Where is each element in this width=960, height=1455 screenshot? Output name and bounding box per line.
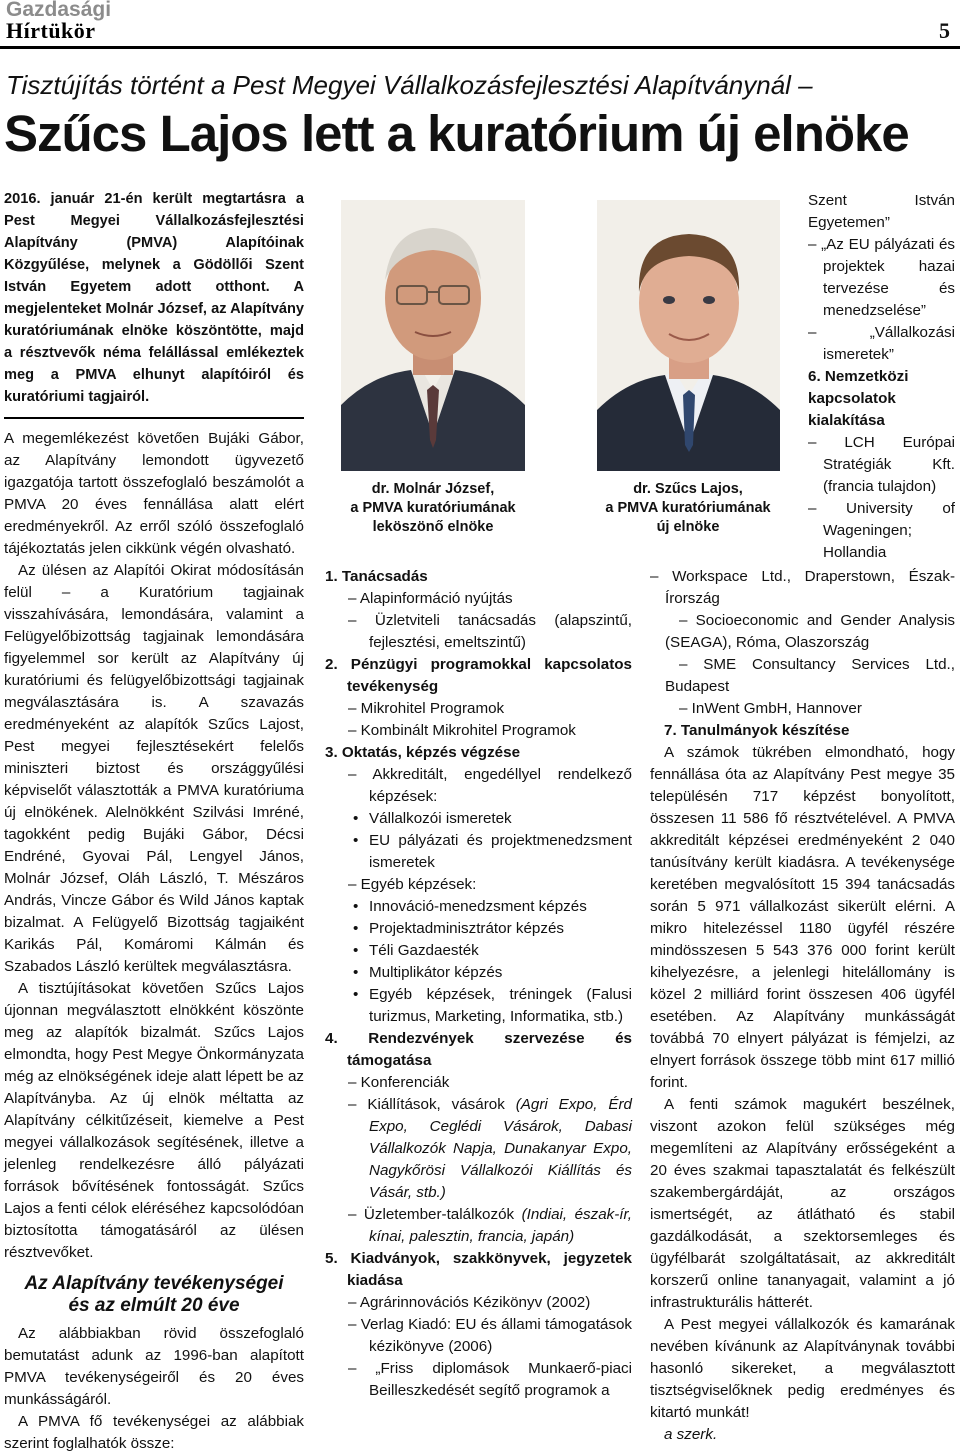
list-item: – Socioeconomic and Gender Analysis (SEAGA), Róma, Olaszország (665, 612, 955, 651)
article-kicker: Tisztújítás történt a Pest Megyei Vállalkozásfejlesztési Alapítványnál – (6, 70, 813, 100)
paragraph: A megemlékezést követően Bujáki Gábor, az Alapítvány lemondott ügyvezető igazgatója tartott összefoglaló beszámolót a PMVA 20 éves fennállása alatt elért eredményekről. Az erről szóló összefoglaló tájékoztatás jelen cikkünk végén olvasható. (4, 430, 304, 557)
portrait-photo-molnar (341, 200, 525, 471)
list-item: – Üzletviteli tanácsadás (alapszintű, fejlesztési, emeltszintű) (348, 612, 632, 651)
bullet-item: • Egyéb képzések, tréningek (Falusi turizmus, Marketing, Informatika, stb.) (325, 984, 632, 1028)
list-item: – Konferenciák (348, 1074, 450, 1091)
list-item-label: – Üzletember-találkozók (348, 1206, 515, 1223)
list-item: – LCH Európai Stratégiák Kft. (francia tulajdon) (808, 434, 955, 495)
caption-line: a PMVA kuratóriumának (605, 500, 771, 516)
section-heading: 5. Kiadványok, szakkönyvek, jegyzetek kiadása (325, 1250, 632, 1289)
section-heading: 7. Tanulmányok készítése (664, 722, 850, 739)
list-item: – Akkreditált, engedéllyel rendelkező képzések: (348, 766, 632, 805)
bullet-item: • EU pályázati és projektmenedzsment ismeretek (325, 830, 632, 874)
section-heading: 3. Oktatás, képzés végzése (325, 744, 521, 761)
bullet-item: • Projektadminisztrátor képzés (325, 918, 632, 940)
list-item: – „Friss diplomások Munkaerő-piaci Beilleszkedését segítő programok a (348, 1360, 632, 1399)
caption-line: dr. Szűcs Lajos, (633, 481, 743, 497)
masthead (0, 0, 960, 50)
section-heading: 4. Rendezvények szervezése és támogatása (325, 1030, 632, 1069)
caption-line: új elnöke (656, 519, 720, 535)
column-3 (650, 566, 955, 1446)
caption-line: leköszönő elnöke (372, 519, 494, 535)
masthead-section: Gazdasági (6, 0, 112, 21)
masthead-title: Hírtükör (6, 18, 96, 43)
bullet-item: • Vállalkozói ismeretek (325, 808, 632, 830)
signature: a szerk. (664, 1426, 718, 1443)
section-heading (4, 1273, 304, 1317)
bullet-item: • Innováció-menedzsment képzés (325, 896, 632, 918)
list-item: – Egyéb képzések: (348, 876, 477, 893)
article-headline: Szűcs Lajos lett a kuratórium új elnöke (4, 105, 909, 162)
portrait-image (341, 200, 525, 471)
section-heading-line-1: Az Alapítvány tevékenységei (24, 1273, 284, 1294)
paragraph: A tisztújításokat követően Szűcs Lajos újonnan megválasztott elnökként köszönte meg az alapítók bizalmát. Szűcs Lajos elmondta, hogy Pest Megye Önkormányzata még az elnökségének ideje alatt lépett be az Alapítványba. Az új elnök méltatta az Alapítvány célkitűzéseit, kiemelve a Pest megyei vállalkozások segítésének, illetve a jelenleg rendelkezésre álló pályázati források bővítésének fontosságát. Szűcs Lajos a fenti célok eléréséhez kapcsolódóan biztosította támogatásáról az ülésen résztvevőket. (4, 980, 304, 1261)
page-number: 5 (939, 18, 950, 43)
bullet-item: • Téli Gazdaesték (325, 940, 632, 962)
list-item: – InWent GmbH, Hannover (679, 700, 862, 717)
list-item: – University of Wageningen; Hollandia (808, 500, 955, 561)
list-item: – „Az EU pályázati és projektek hazai tervezése és menedzselése” (808, 236, 955, 319)
list-item: – Mikrohitel Programok (348, 700, 505, 717)
list-item: – SME Consultancy Services Ltd., Budapest (665, 656, 955, 695)
portrait-photo-szucs (597, 200, 780, 471)
list-item: Szent István Egyetemen” (808, 192, 955, 231)
bullet-item: • Multiplikátor képzés (325, 962, 632, 984)
paragraph: A Pest megyei vállalkozók és kamarának nevében kívánunk az Alapítványnak további hasonló sikereket, a megválasztott tisztségviselőknek pedig eredményes és kitartó munkát! (650, 1316, 955, 1421)
section-heading: 6. Nemzetközi kapcsolatok kialakítása (808, 368, 909, 429)
list-item: – Agrárinnovációs Kézikönyv (2002) (348, 1294, 591, 1311)
list-item: – Alapinformáció nyújtás (348, 590, 513, 607)
list-item: – Workspace Ltd., Draperstown, Észak-Írország (650, 568, 955, 607)
list-item: – Kombinált Mikrohitel Programok (348, 722, 576, 739)
portrait-image (597, 200, 780, 471)
paragraph: A PMVA fő tevékenységei az alábbiak szerint foglalhatók össze: (4, 1413, 304, 1452)
list-item-label: – Kiállítások, vásárok (348, 1096, 505, 1113)
column-1 (4, 188, 304, 1455)
article-lead: 2016. január 21-én került megtartásra a Pest Megyei Vállalkozásfejlesztési Alapítvány (PMVA) Alapítóinak Közgyűlése, melynek a Gödöllői Szent István Egyetem adott otthont. A megjelenteket Molnár József, az Alapítvány kuratóriumának elnöke köszöntötte, majd a résztvevők néma felállással emlékeztek meg a PMVA elhunyt alapítóiról és kuratóriumi tagjairól. (4, 191, 304, 405)
caption-line: a PMVA kuratóriumának (350, 500, 516, 516)
column-2 (325, 566, 632, 1402)
list-item: – „Vállalkozási ismeretek” (808, 324, 955, 363)
paragraph: A számok tükrében elmondható, hogy fennállása óta az Alapítvány Pest megye 35 településén 717 képzést bonyolított, összesen 11 586 fő résztvételével. A PMVA akkreditált képzései eredményeként 2 040 tanúsítvány került kiadásra. A tevékenysége keretében megvalósított 15 394 tanácsadás során 5 971 vállalkozást sikerült elérni. A mikro hitelezéssel 1180 ügyfél részére mindösszesen 5 543 376 000 forint került kihelyezésre, a jelenlegi hitelállomány is közel 2 milliárd forint összesen 406 ügyfél esetében. Az Alapítvány munkásságát továbbá 70 elnyert pályázat is fémjelzi, az elnyert források összege több mint 617 millió forint. (650, 744, 955, 1091)
paragraph: Az ülésen az Alapítói Okirat módosításán felül – a Kuratórium tagjainak visszahívására, lemondására, valamint a Felügyelőbizottság tagjainak lemondására figyelemmel sor került az Alapítvány új kuratóriumi és felügyelőbizottsági tagjainak megválasztására is. A szavazás eredményeként az alapítók Szűcs Lajost, Pest megyei fejlesztésekért felelős miniszteri biztost és országgyűlési képviselőt választották a PMVA kuratóriuma új elnökének. Alelnökként Szilvási Imréné, tagokként pedig Bujáki Gábor, Décsi Endréné, Gyovai Pál, Lengyel János, Molnár József, Oláh László, T. Mészáros András, Vincze Gábor és Wild János kaptak bizalmat. A Felügyelő Bizottság tagjaiként Karikás Pál, Komáromi Kálmán és Szabados László kerültek megválasztásra. (4, 562, 304, 975)
list-item-detail: (Agri Expo, Érd Expo, Ceglédi Vásárok, Dabasi Vállalkozók Napja, Dunakanyar Expo, Nagykőrösi Vállalkozói Kiállítás és Vásár, stb.) (369, 1096, 632, 1201)
section-heading: 2. Pénzügyi programokkal kapcsolatos tevékenység (325, 656, 632, 695)
list-item-detail: (Indiai, észak-ír, kínai, palesztin, francia, japán) (369, 1206, 632, 1245)
lead-divider (4, 417, 304, 419)
photo-caption-right (588, 480, 788, 537)
list-item: – Verlag Kiadó: EU és állami támogatások kézikönyve (2006) (348, 1316, 632, 1355)
caption-line: dr. Molnár József, (371, 481, 495, 497)
paragraph: A fenti számok magukért beszélnek, viszont azokon felül szükséges még megemlíteni az Alapítvány erősségeként a 20 éves szakmai tapasztalatát és felkészült szakembergárdáját, az országos ismertségét, az átlátható és stabil gazdálkodását, a szektorsemleges és ügyfélbarát szolgáltatásait, az akkreditált korszerű online tananyagait, valamint a jó infrastrukturális hátterét. (650, 1096, 955, 1311)
photo-caption-left (330, 480, 536, 537)
masthead-rule (0, 46, 960, 49)
list-item (325, 1204, 632, 1248)
list-item (325, 1094, 632, 1204)
column-3-top (808, 190, 955, 564)
paragraph: Az alábbiakban rövid összefoglaló bemutatást adunk az 1996-ban alapított PMVA tevékenységeiről és 20 éves munkásságáról. (4, 1325, 304, 1408)
section-heading-line-2: és az elmúlt 20 éve (68, 1295, 240, 1316)
section-heading: 1. Tanácsadás (325, 568, 428, 585)
